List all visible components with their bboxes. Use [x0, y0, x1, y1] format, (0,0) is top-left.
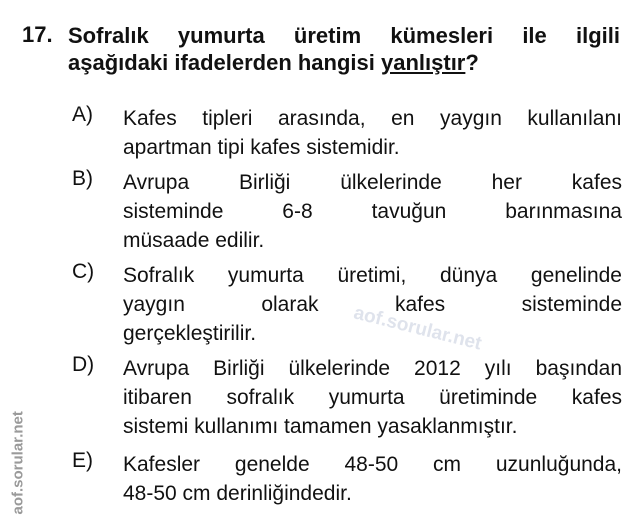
option-d[interactable]: [72, 354, 622, 441]
option-line: Kafes tipleri arasında, en yaygın kullanılanı: [123, 107, 622, 130]
watermark: aof.sorular.net: [351, 302, 484, 355]
option-text: [123, 354, 622, 441]
option-line: Avrupa Birliği ülkelerinde 2012 yılı başından: [123, 357, 622, 380]
option-text: [123, 168, 622, 255]
option-label: B): [72, 167, 93, 190]
option-line: Kafesler genelde 48-50 cm uzunluğunda,: [123, 453, 622, 476]
option-line: apartman tipi kafes sistemidir.: [123, 136, 400, 159]
option-e[interactable]: [72, 450, 622, 508]
underlined-keyword: yanlıştır: [381, 50, 466, 75]
question-text: [68, 22, 620, 76]
option-line: itibaren sofralık yumurta üretiminde kafes: [123, 386, 622, 409]
question-line: Sofralık yumurta üretim kümesleri ile ilgili: [68, 23, 620, 48]
option-line: Sofralık yumurta üretimi, dünya genelinde: [123, 264, 622, 287]
question-number: 17.: [22, 22, 53, 47]
option-a[interactable]: [72, 104, 622, 162]
question-line: [68, 49, 620, 76]
side-watermark: aof.sorular.net: [9, 411, 27, 515]
option-text: [123, 104, 622, 162]
question-mark: ?: [465, 50, 479, 75]
option-line: gerçekleştirilir.: [123, 322, 257, 345]
option-label: C): [72, 260, 95, 283]
question-line-text: aşağıdaki ifadelerden hangisi: [68, 50, 381, 75]
option-line: 48-50 cm derinliğindedir.: [123, 482, 352, 505]
option-label: E): [72, 449, 93, 472]
option-text: [123, 261, 622, 348]
option-line: Avrupa Birliği ülkelerinde her kafes: [123, 171, 622, 194]
option-line: sisteminde 6-8 tavuğun barınmasına: [123, 200, 622, 223]
option-label: D): [72, 353, 95, 376]
option-b[interactable]: [72, 168, 622, 255]
option-line: yaygın olarak kafes sisteminde: [123, 293, 622, 316]
option-line: sistemi kullanımı tamamen yasaklanmıştır.: [123, 415, 518, 438]
option-c[interactable]: [72, 261, 622, 348]
option-text: [123, 450, 622, 508]
option-label: A): [72, 103, 93, 126]
option-line: müsaade edilir.: [123, 229, 265, 252]
